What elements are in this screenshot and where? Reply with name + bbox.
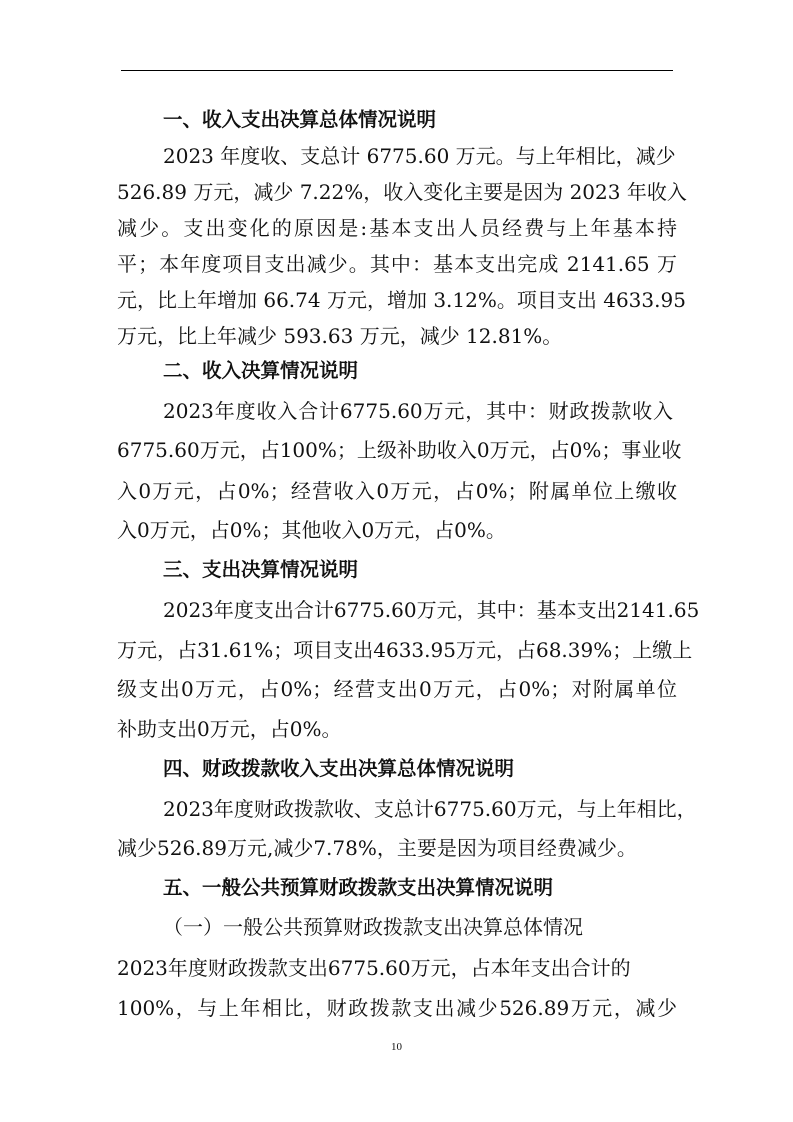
section-heading-5: 五、一般公共预算财政拨款支出决算情况说明 <box>163 876 554 899</box>
paragraph-line: 级支出0万元，占0%；经营支出0万元，占0%；对附属单位 <box>117 677 677 701</box>
paragraph-line: 2023年度支出合计6775.60万元，其中：基本支出2141.65 <box>163 598 700 622</box>
header-rule <box>121 70 673 71</box>
paragraph-line: 元，比上年增加 66.74 万元，增加 3.12%。项目支出 4633.95 <box>117 288 686 312</box>
paragraph-line: 万元，占31.61%；项目支出4633.95万元，占68.39%；上缴上 <box>117 638 693 662</box>
subsection-heading: （一）一般公共预算财政拨款支出决算总体情况 <box>163 915 583 939</box>
paragraph-line: 2023年度财政拨款支出6775.60万元，占本年支出合计的 <box>117 956 631 980</box>
paragraph-line: 万元，比上年减少 593.63 万元，减少 12.81%。 <box>117 324 563 348</box>
paragraph-line: 减少526.89万元,减少7.78%，主要是因为项目经费减少。 <box>117 836 637 860</box>
paragraph-line: 平；本年度项目支出减少。其中：基本支出完成 2141.65 万 <box>117 252 677 276</box>
section-heading-4: 四、财政拨款收入支出决算总体情况说明 <box>163 757 515 780</box>
section-heading-3: 三、支出决算情况说明 <box>163 558 359 581</box>
section-heading-2: 二、收入决算情况说明 <box>163 359 359 382</box>
paragraph-line: 减少。支出变化的原因是:基本支出人员经费与上年基本持 <box>117 216 677 240</box>
section-heading-1: 一、收入支出决算总体情况说明 <box>163 108 437 131</box>
paragraph-line: 2023年度收入合计6775.60万元，其中：财政拨款收入 <box>163 399 673 423</box>
paragraph-line: 入0万元，占0%；其他收入0万元，占0%。 <box>117 518 506 542</box>
paragraph-line: 补助支出0万元，占0%。 <box>117 717 342 741</box>
paragraph-line: 6775.60万元，占100%；上级补助收入0万元，占0%；事业收 <box>117 438 682 462</box>
page-number: 10 <box>391 1041 402 1053</box>
paragraph-line: 526.89 万元，减少 7.22%，收入变化主要是因为 2023 年收入 <box>117 180 687 204</box>
paragraph-line: 100%，与上年相比，财政拨款支出减少526.89万元，减少 <box>117 996 677 1020</box>
paragraph-line: 2023年度财政拨款收、支总计6775.60万元，与上年相比， <box>163 797 697 821</box>
paragraph-line: 入0万元，占0%；经营收入0万元，占0%；附属单位上缴收 <box>117 479 677 503</box>
paragraph-line: 2023 年度收、支总计 6775.60 万元。与上年相比，减少 <box>163 144 676 168</box>
